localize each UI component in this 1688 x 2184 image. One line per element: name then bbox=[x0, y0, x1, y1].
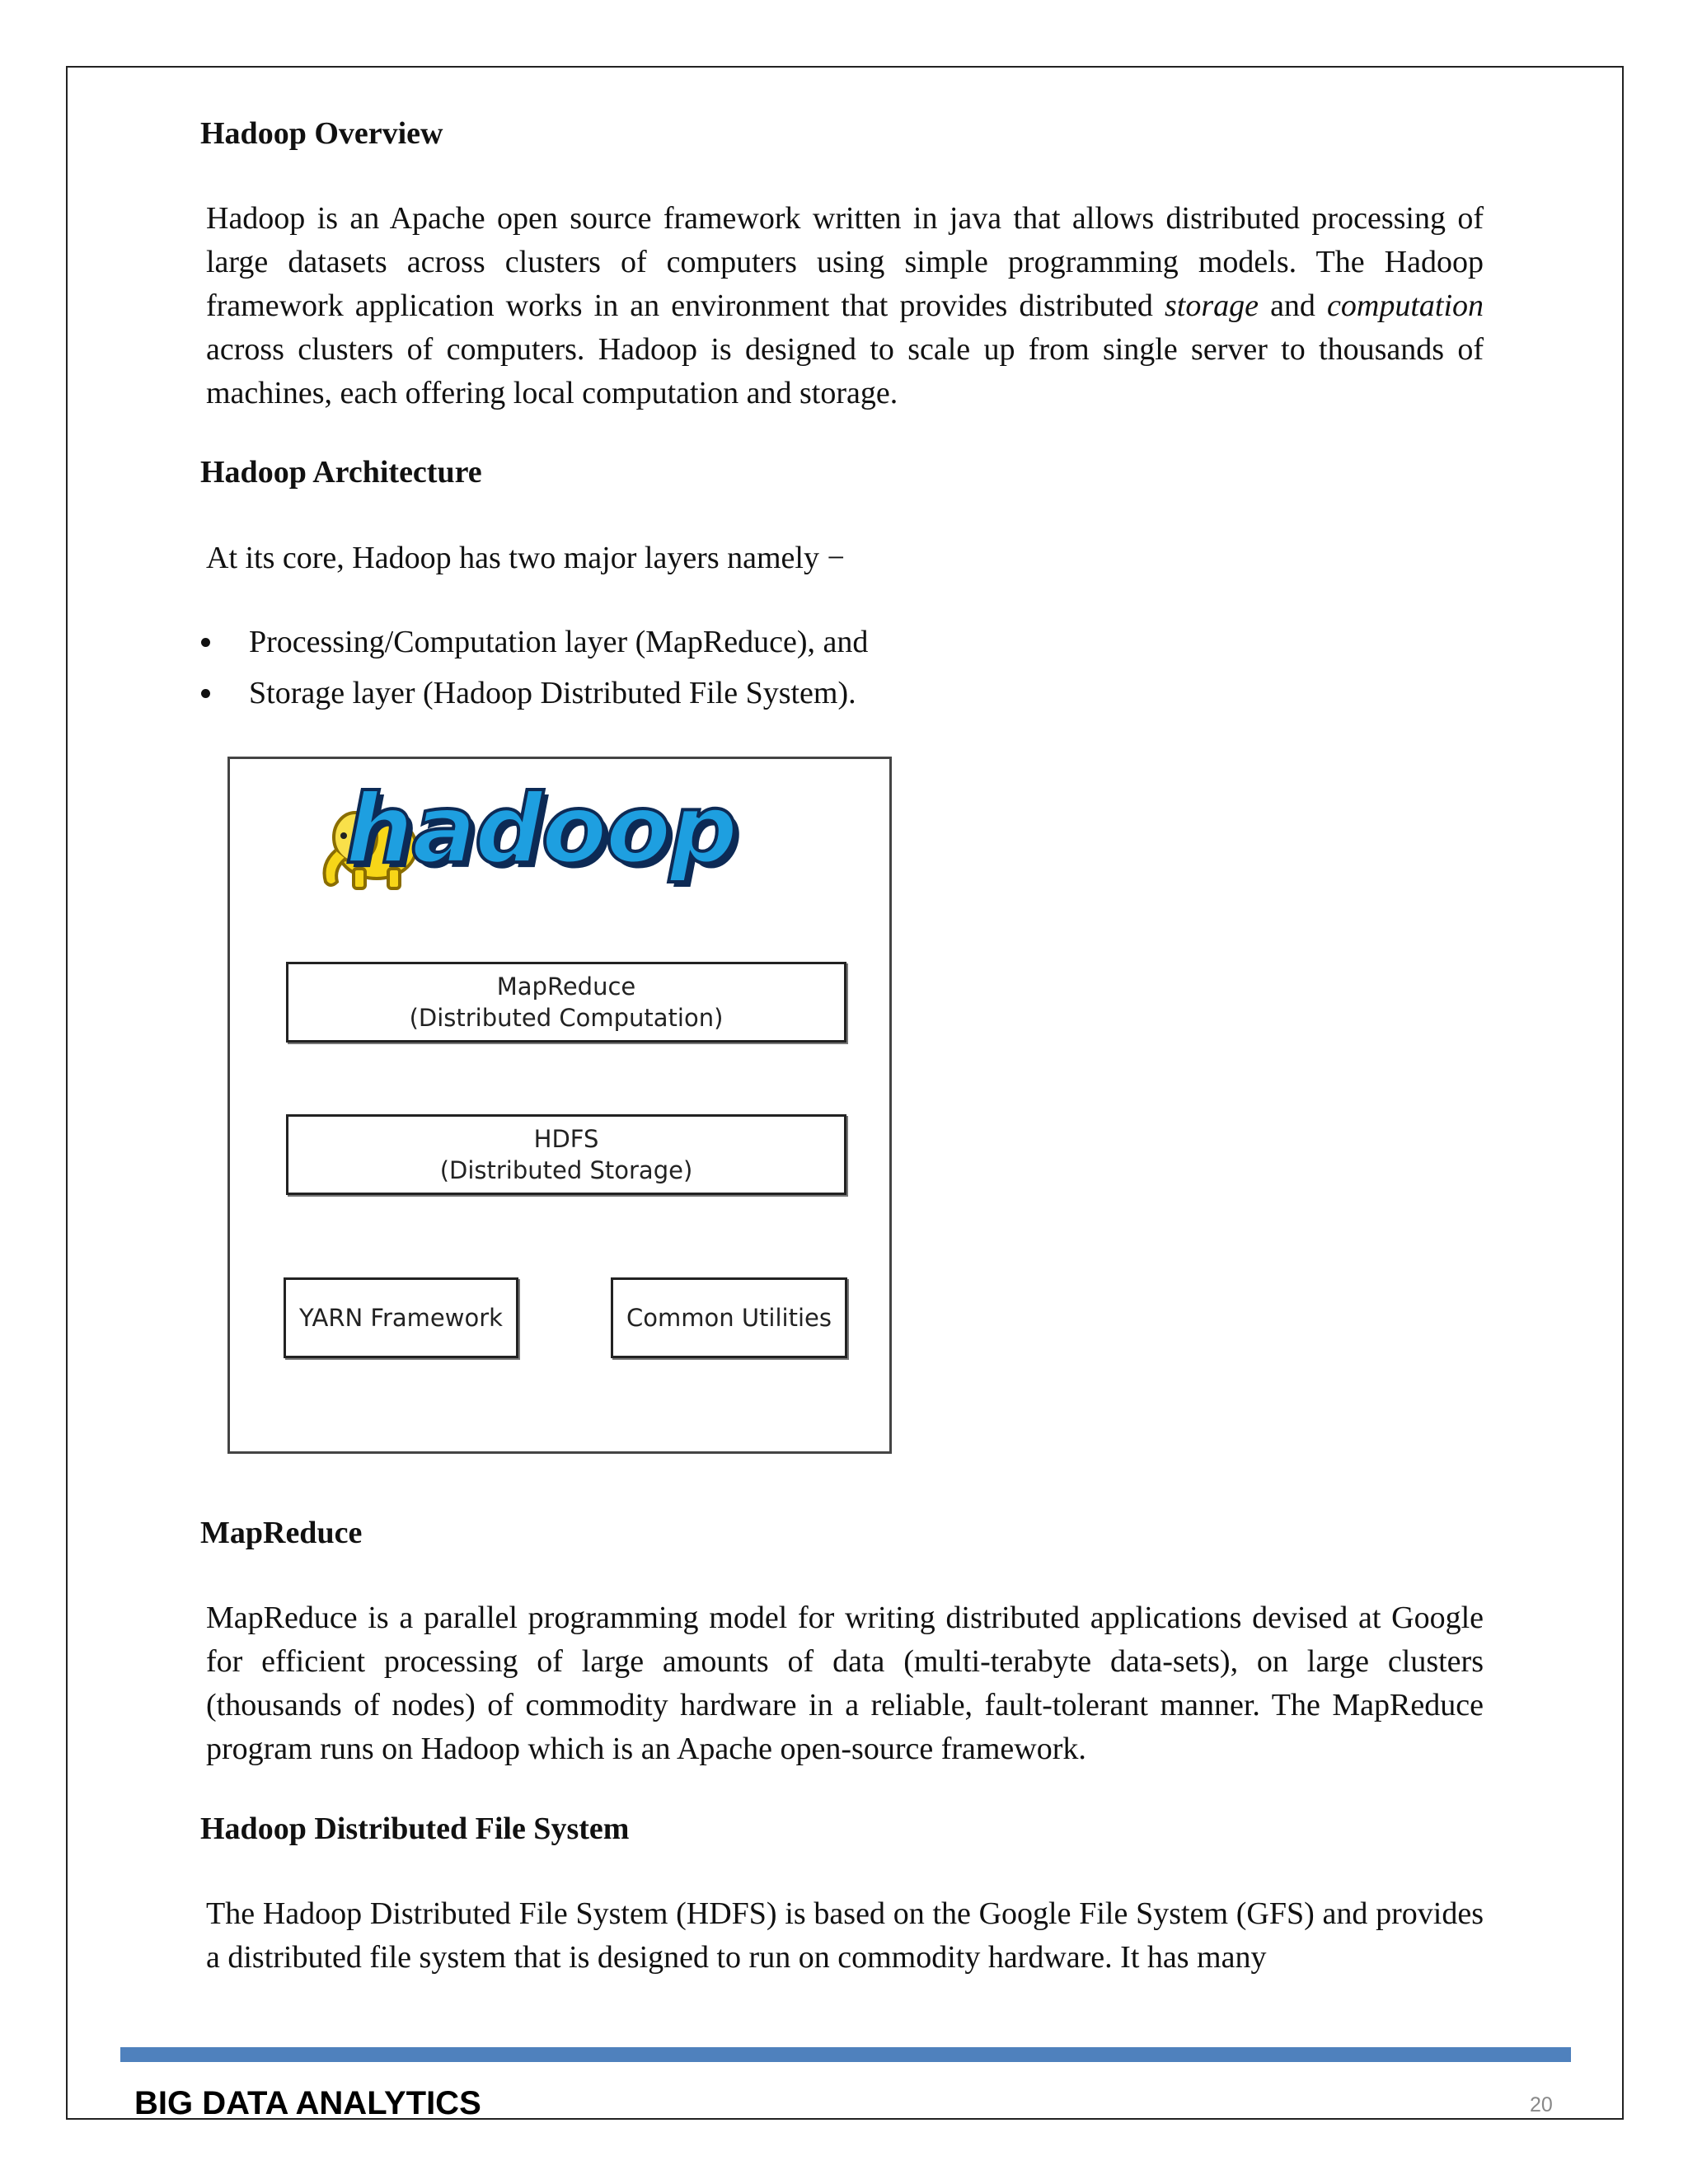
list-item-text: Processing/Computation layer (MapReduce), and bbox=[249, 625, 869, 659]
architecture-heading: Hadoop Architecture bbox=[200, 455, 482, 490]
common-utilities-box bbox=[611, 1277, 847, 1358]
footer-title: BIG DATA ANALYTICS bbox=[134, 2085, 481, 2121]
common-utilities-label: Common Utilities bbox=[626, 1304, 832, 1332]
yarn-framework-label: YARN Framework bbox=[299, 1304, 503, 1332]
overview-heading: Hadoop Overview bbox=[200, 116, 443, 151]
hdfs-paragraph: The Hadoop Distributed File System (HDFS) is based on the Google File System (GFS) and provides a distributed file system that is designed to run on commodity hardware. It has many bbox=[206, 1896, 1484, 1975]
list-item bbox=[198, 616, 868, 668]
overview-text-2: and bbox=[1258, 288, 1328, 323]
hdfs-heading: Hadoop Distributed File System bbox=[200, 1811, 630, 1846]
mapreduce-box-subtitle: (Distributed Computation) bbox=[409, 1004, 724, 1032]
list-item-text: Storage layer (Hadoop Distributed File System). bbox=[249, 676, 856, 710]
overview-text-1: Hadoop is an Apache open source framework written in java that allows distributed processing of large datasets across clusters of computers using simple programming models. The Hadoop framework application works in an environment that provides distributed bbox=[206, 201, 1484, 323]
yarn-framework-box bbox=[284, 1277, 518, 1358]
architecture-layer-list bbox=[198, 616, 868, 719]
overview-text-3: across clusters of computers. Hadoop is designed to scale up from single server to thousands of machines, each offering local computation and storage. bbox=[206, 332, 1484, 410]
mapreduce-box bbox=[286, 962, 846, 1043]
hadoop-architecture-diagram bbox=[227, 757, 892, 1454]
mapreduce-heading: MapReduce bbox=[200, 1516, 363, 1550]
bullet-icon bbox=[201, 638, 210, 647]
hdfs-box-title: HDFS bbox=[533, 1125, 599, 1153]
bullet-icon bbox=[201, 689, 210, 698]
overview-emphasis-computation: computation bbox=[1327, 288, 1484, 323]
mapreduce-paragraph: MapReduce is a parallel programming model for writing distributed applications devised at Google for efficient processing of large amounts of data (multi-terabyte data-sets), on large clusters (thousands of nodes) of commodity hardware in a reliable, fault-tolerant manner. The MapReduce program runs on Hadoop which is an Apache open-source framework. bbox=[206, 1601, 1484, 1766]
list-item bbox=[198, 668, 868, 719]
architecture-intro: At its core, Hadoop has two major layers namely − bbox=[206, 541, 845, 575]
overview-emphasis-storage: storage bbox=[1164, 288, 1259, 323]
mapreduce-box-title: MapReduce bbox=[496, 972, 636, 1001]
hadoop-logo-text: hadoop bbox=[345, 774, 737, 885]
footer-divider bbox=[120, 2047, 1571, 2062]
overview-paragraph bbox=[206, 197, 1484, 415]
hdfs-box-subtitle: (Distributed Storage) bbox=[439, 1156, 693, 1184]
hdfs-box bbox=[286, 1114, 846, 1195]
page-number: 20 bbox=[1530, 2093, 1553, 2116]
